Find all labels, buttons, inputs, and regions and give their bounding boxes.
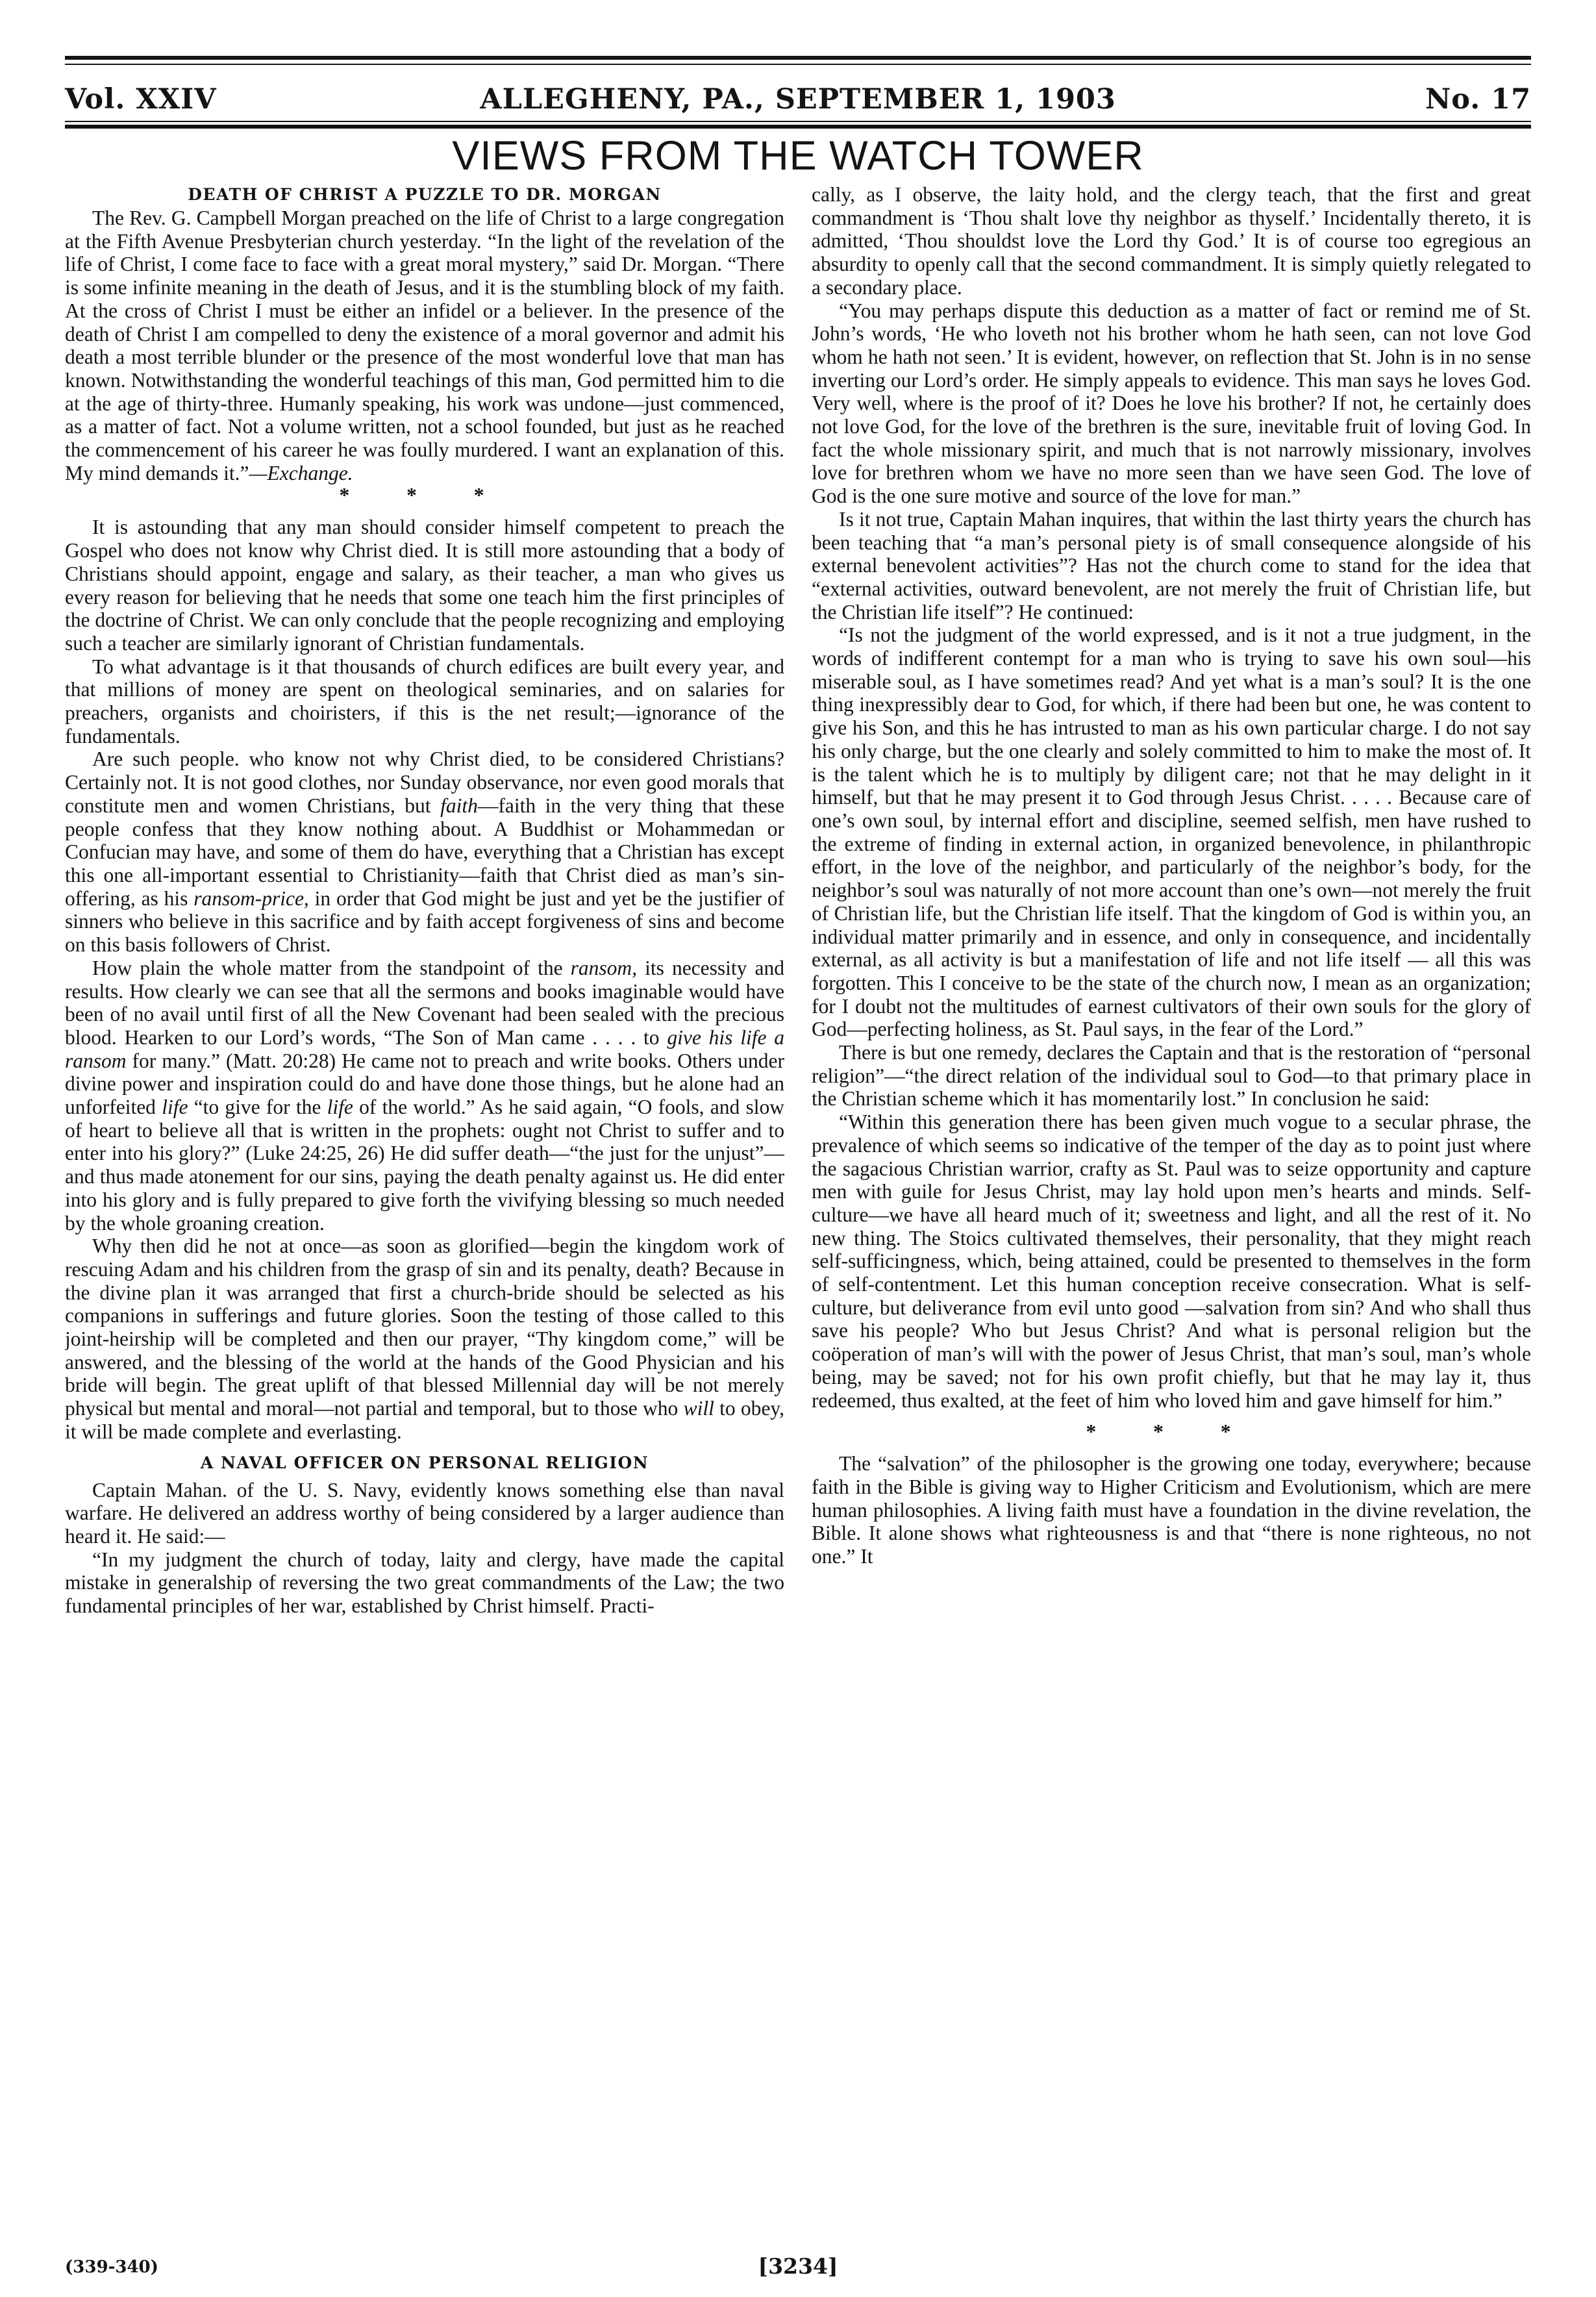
- paragraph: cally, as I observe, the laity hold, and the clergy teach, that the first and great commandment is ‘Thou shalt love thy neighbor as thyself.’ Incidentally thereto, it is admitted, ‘Thou shouldst love the Lord thy God.’ It is of course too egregious an absurdity to openly call that the second commandment. It is simply quietly relegated to a secondary place.: [812, 183, 1531, 299]
- page-title: VIEWS FROM THE WATCH TOWER: [452, 133, 1144, 179]
- paragraph: “In my judgment the church of today, laity and clergy, have made the capital mistake in generalship of reversing the two great commandments of the Law; the two fundamental principles of her war, established by Christ himself. Practi-: [65, 1548, 784, 1618]
- footer-page-range: (339-340): [65, 2257, 158, 2277]
- right-column: [812, 183, 1531, 2131]
- section-separator-stars: * * *: [1086, 1420, 1257, 1444]
- paragraph: How plain the whole matter from the standpoint of the ransom, its necessity and results. How clearly we can see that all the sermons and books imaginable would have been of no avail until first of all the New Covenant had been sealed with the precious blood. Hearken to our Lord’s words, “The Son of Man came . . . . to give his life a ransom for many.” (Matt. 20:28) He came not to preach and write books. Others under divine power and inspiration could do and have done those things, but he alone had an unforfeited life “to give for the life of the world.” As he said again, “O fools, and slow of heart to believe all that is written in the prophets: ought not Christ to suffer and to enter into his glory?” (Luke 24:25, 26) He did suffer death—“the just for the unjust”—and thus made atonement for our sins, paying the death penalty against us. He did enter into his glory and is fully prepared to give forth the vivifying blessing so much needed by the whole groaning creation.: [65, 956, 784, 1235]
- top-double-rule-thin: [65, 64, 1531, 65]
- section-separator-stars: * * *: [339, 484, 510, 507]
- header-bottom-rule-thick: [65, 125, 1531, 129]
- paragraph: It is astounding that any man should consider himself competent to preach the Gospel who does not know why Christ died. It is still more astounding that a body of Christians should appoint, engage and salary, as their teacher, a man who gives us every reason for believing that he needs that some one teach him the first principles of the doctrine of Christ. We can only conclude that the people recognizing and employing such a teacher are similarly ignorant of Christian fundamentals.: [65, 516, 784, 655]
- footer-page-number: [3234]: [758, 2253, 838, 2279]
- paragraph: “You may perhaps dispute this deduction as a matter of fact or remind me of St. John’s words, ‘He who loveth not his brother whom he hath seen, can not love God whom he hath not seen.’ It is evident, however, on reflection that St. John is in no sense inverting our Lord’s order. He simply appeals to evidence. This man says he loves God. Very well, where is the proof of it? Does he love his brother? If not, he certainly does not love God, for the love of the brethren is the sure, inevitable fruit of loving God. In fact the whole missionary spirit, and much that is not narrowly missionary, involves love for brethren whom we have no more seen than we have seen God. The love of God is the one sure motive and source of the love for man.”: [812, 299, 1531, 508]
- volume-label: Vol. XXIV: [65, 83, 217, 116]
- place-date-label: ALLEGHENY, PA., SEPTEMBER 1, 1903: [480, 83, 1116, 116]
- paragraph: The Rev. G. Campbell Morgan preached on the life of Christ to a large congregation at the Fifth Avenue Presbyterian church yesterday. “In the light of the revelation of the life of Christ, I come face to face with a great moral mystery,” said Dr. Morgan. “There is some infinite meaning in the death of Jesus, and it is the stumbling block of my faith. At the cross of Christ I must be either an infidel or a believer. In the presence of the death of Christ I am compelled to deny the existence of a moral governor and admit his death a most terrible blunder or the presence of the most wonderful love that man has known. Notwithstanding the wonderful teachings of this man, God permitted him to die at the age of thirty-three. Humanly speaking, his work was undone—just commenced, as a matter of fact. Not a volume written, not a school founded, but just as he reached the commencement of his career he was foully murdered. I want an explanation of this. My mind demands it.”—Exchange.: [65, 207, 784, 484]
- header-bottom-rule-thin: [65, 121, 1531, 122]
- left-column: [65, 183, 784, 2131]
- paragraph: Why then did he not at once—as soon as glorified—begin the kingdom work of rescuing Adam and his children from the grasp of sin and its penalty, death? Because in the divine plan it was arranged that first a church-bride should be selected as his companions in sufferings and future glories. Soon the testing of those called to this joint-heirship will be completed and then our prayer, “Thy kingdom come,” will be answered, and the blessing of the world at the hands of the Good Physician and his bride will begin. The great uplift of that blessed Millennial day will be not merely physical but mental and moral—not partial and temporal, but to those who will to obey, it will be made complete and everlasting.: [65, 1235, 784, 1443]
- paragraph: Captain Mahan. of the U. S. Navy, evidently knows something else than naval warfare. He delivered an address worthy of being considered by a larger audience than heard it. He said:—: [65, 1478, 784, 1548]
- section-heading: DEATH OF CHRIST A PUZZLE TO DR. MORGAN: [188, 185, 662, 204]
- top-double-rule-thick: [65, 56, 1531, 60]
- source-credit: —Exchange.: [249, 461, 353, 484]
- section-heading: A NAVAL OFFICER ON PERSONAL RELIGION: [200, 1453, 649, 1472]
- paragraph: “Is not the judgment of the world expressed, and is it not a true judgment, in the words of indifferent contempt for a man who is trying to save his own soul—his miserable soul, as I have sometimes read? And yet what is a man’s soul? It is the one thing inexpressibly dear to God, for which, if there had been but one, he was content to give his Son, and this he has intrusted to man as his own particular charge. I do not say his only charge, but the one clearly and solely committed to him to make the most of. It is the talent which he is to multiply by diligent care; not that he may delight in it himself, but that he may present it to God through Jesus Christ. . . . . Because care of one’s own soul, by internal effort and discipline, seemed selfish, men have rushed to the extreme of finding in external action, in organized benevolence, in philanthropic effort, in the love of the neighbor, and particularly of the neighbor’s body, for the neighbor’s soul was naturally of not more account than one’s own—not merely the fruit of Christian life, but the Christian life itself. That the kingdom of God is within you, an individual matter primarily and in essence, and only in consequence, and incidentally external, as all activity is but a manifestation of life and not life itself — all this was forgotten. This I conceive to be the state of the church now, I mean as an organization; for I doubt not the multitudes of earnest cultivators of their own souls for the glory of God—perfecting holiness, as St. Paul says, in the fear of the Lord.”: [812, 623, 1531, 1041]
- paragraph: To what advantage is it that thousands of church edifices are built every year, and that millions of money are spent on theological seminaries, and on salaries for preachers, organists and choiristers, if this is the net result;—ignorance of the fundamentals.: [65, 655, 784, 747]
- paragraph: The “salvation” of the philosopher is the growing one today, everywhere; because faith in the Bible is giving way to Higher Criticism and Evolutionism, which are mere human philosophies. A living faith must have a foundation in the divine revelation, the Bible. It alone shows what righteousness is and that “there is none righteous, no not one.” It: [812, 1452, 1531, 1568]
- paragraph: Is it not true, Captain Mahan inquires, that within the last thirty years the church has been teaching that “a man’s personal piety is of small consequence alongside of his external benevolent activities”? Has not the church come to stand for the idea that “external activities, outward benevolent, are not merely the fruit of Christian life, but the Christian life itself”? He continued:: [812, 507, 1531, 623]
- paragraph: Are such people. who know not why Christ died, to be considered Christians? Certainly not. It is not good clothes, nor Sunday observance, nor even good morals that constitute men and women Christians, but faith—faith in the very thing that these people confess that they know nothing about. A Buddhist or Mohammedan or Confucian may have, and some of them do have, everything that a Christian has except this one all-important essential to Christianity—faith that Christ died as man’s sin-offering, as his ransom-price, in order that God might be just and yet be the justifier of sinners who believe in this sacrifice and by faith accept forgiveness of sins and become on this basis followers of Christ.: [65, 747, 784, 957]
- issue-number-label: No. 17: [1425, 83, 1531, 116]
- paragraph: “Within this generation there has been given much vogue to a secular phrase, the prevalence of which seems so indicative of the temper of the day as to point just where the sagacious Christian warrior, crafty as St. Paul was to seize opportunity and capture men with guile for Jesus Christ, may lay hold upon men’s hearts and minds. Self-culture—we have all heard much of it; sweetness and light, and all the rest of it. No new thing. The Stoics cultivated themselves, their personality, that they might reach self-sufficingness, which, being attained, could be presented to themselves in the form of self-contentment. Let this human conception receive consecration. What is self-culture, but deliverance from evil unto good —salvation from sin? And who shall thus save his people? Who but Jesus Christ? And what is personal religion but the coöperation of man’s will with the power of Jesus Christ, that man’s soul, man’s whole being, may be saved; not for his own profit chiefly, but that he may lay it, thus redeemed, thus exalted, at the feet of him who loved him and gave himself for him.”: [812, 1111, 1531, 1412]
- paragraph: There is but one remedy, declares the Captain and that is the restoration of “personal religion”—“the direct relation of the individual soul to God—to that primary place in the Christian scheme which it has momentarily lost.” In conclusion he said:: [812, 1041, 1531, 1111]
